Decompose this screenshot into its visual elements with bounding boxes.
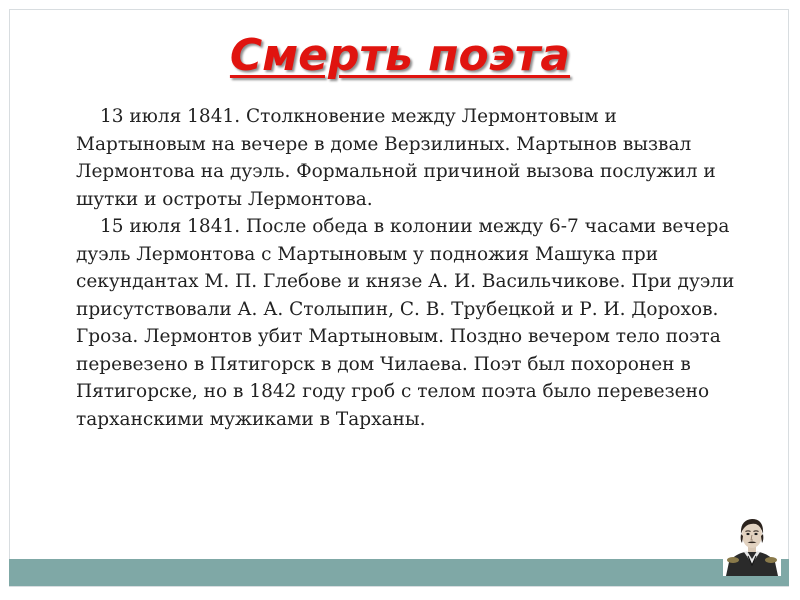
paragraph-july-15: 15 июля 1841. После обеда в колонии между 6-7 часами вечера дуэль Лермонтова с Мартыновым у подножия Машука при секундантах М. П. Глебове и князе А. И. Васильчикове. При дуэли присутствовали А. А. Столыпин, С. В. Трубецкой и Р. И. Дорохов. Гроза. Лермонтов убит Мартыновым. Поздно вечером тело поэта перевезено в Пятигорск в дом Чилаева. Поэт был похоронен в Пятигорске, но в 1842 году гроб с телом поэта было перевезено тарханскими мужиками в Тарханы. <box>76 216 735 430</box>
slide-body <box>76 103 748 433</box>
slide-title: Смерть поэта <box>229 30 571 81</box>
lermontov-portrait-icon <box>723 510 781 576</box>
paragraph-july-13: 13 июля 1841. Столкновение между Лермонтовым и Мартыновым на вечере в доме Верзилиных. Мартынов вызвал Лермонтова на дуэль. Формальной причиной вызова послужил и шутки и остроты Лермонтова. <box>76 106 716 210</box>
footer-bar <box>9 559 789 586</box>
